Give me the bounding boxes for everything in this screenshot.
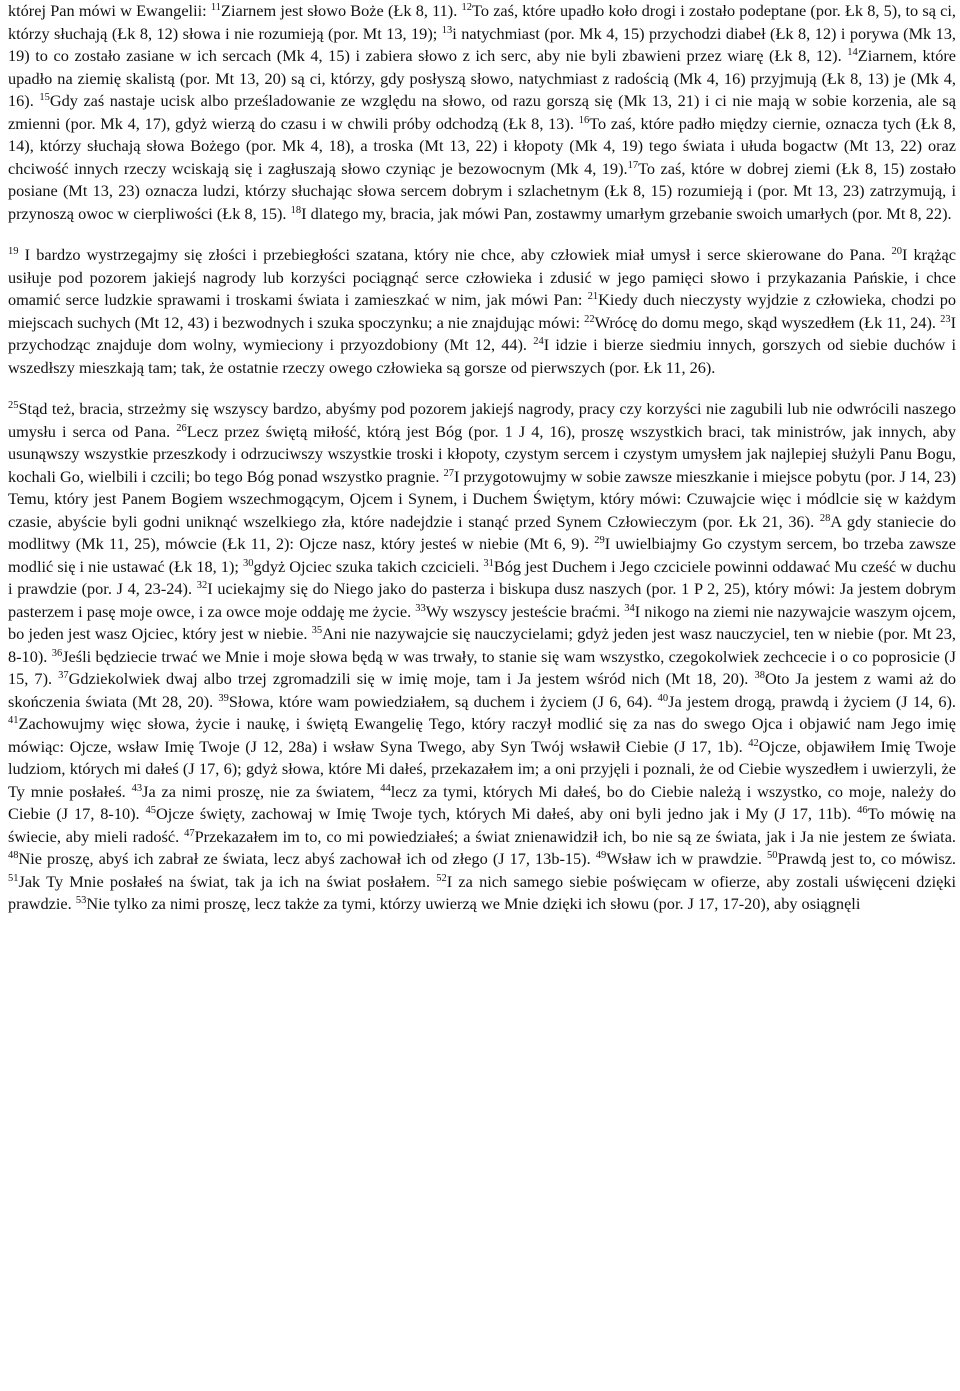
- verse-number: 15: [39, 92, 50, 103]
- verse-text: Przekazałem im to, co mi powiedziałeś; a świat znienawidził ich, bo nie są ze świata, jak i Ja nie jestem ze świata.: [194, 826, 956, 846]
- verse-text: A gdy staniecie do modlitwy (Mk 11, 25), mówcie (Łk 11, 2): Ojcze nasz, który jesteś w niebie (Mt 6, 9).: [8, 511, 956, 553]
- verse-text: Wrócę do domu mego, skąd wyszedłem (Łk 11, 24).: [594, 312, 941, 332]
- verse-text: I uciekajmy się do Niego jako do pasterza i biskupa dusz naszych (por. 1 P 2, 25), który mówi: Ja jestem dobrym pasterzem i pasę moje owce, i za owce moje oddaję me życie.: [8, 579, 956, 621]
- verse-number: 19: [8, 246, 19, 257]
- verse-number: 36: [51, 647, 63, 659]
- verse-number: 24: [533, 336, 544, 347]
- verse-text: Kiedy duch nieczysty wyjdzie z człowieka, chodzi po miejscach suchych (Mt 12, 43) i bezwodnych i szuka spoczynku; a nie znajdując mówi:: [8, 290, 956, 332]
- verse-text: I za nich samego siebie poświęcam w ofierze, aby zostali uświęceni dzięki prawdzie.: [8, 871, 956, 913]
- verse-number: 29: [594, 535, 605, 546]
- paragraph-1: [8, 0, 956, 225]
- document-page: [8, 0, 956, 916]
- verse-text: I nikogo na ziemi nie nazywajcie waszym ojcem, bo jeden jest wasz Ojciec, który jest w niebie.: [8, 601, 956, 643]
- verse-number: 13: [441, 24, 453, 36]
- verse-number: 18: [290, 204, 302, 216]
- verse-text: Słowa, które wam powiedziałem, są duchem i życiem (J 6, 64).: [228, 691, 658, 711]
- verse-number: 45: [145, 805, 156, 816]
- verse-number: 53: [75, 895, 87, 906]
- verse-text: I przygotowujmy w sobie zawsze mieszkanie i miejsce pobytu (por. J 14, 23) Temu, który jest Panem Bogiem wszechmogącym, Ojcem i Synem, i Duchem Świętym, który mówi: Czuwajcie więc i módlcie się w każdym czasie, abyście byli godni uniknąć wszelkiego zła, które nadejdzie i stanąć przed Synem Człowieczym (por. Łk 21, 36).: [8, 466, 957, 531]
- verse-number: 20: [891, 246, 902, 257]
- verse-text: I krążąc usiłuje pod pozorem jakiejś nagrody lub korzyści pociągnąć serce człowieka i zdusić w jego pamięci słowo i przykazania Pańskie, i chce omamić serce ludzkie sprawami i troskami świata i zamieszkać w nim, jak mówi Pan:: [8, 245, 956, 309]
- verse-text: Zachowujmy więc słowa, życie i naukę, i świętą Ewangelię Tego, który raczył modlić się za nas do swego Ojca i objawić nam Jego imię mówiąc: Ojcze, wsław Imię Twoje (J 12, 28a) i wsław Syna Twego, aby Syn Twój wsławił Ciebie (J 17, 1b).: [8, 714, 956, 756]
- verse-number: 28: [819, 512, 831, 524]
- verse-text: Ani nie nazywajcie się nauczycielami; gdyż jeden jest wasz nauczyciel, ten w niebie (por. Mt 23, 8-10).: [8, 624, 956, 666]
- verse-text: Ziarnem, które upadło na ziemię skalistą (por. Mt 13, 20) są ci, którzy, gdy posłyszą słowo, natychmiast z radością (Mk 4, 16) przyjmują (Łk 8, 13) je (Mk 4, 16).: [8, 46, 956, 110]
- verse-number: 37: [58, 670, 69, 681]
- verse-number: 27: [443, 467, 455, 479]
- verse-number: 26: [176, 422, 187, 434]
- verse-number: 31: [483, 557, 494, 569]
- verse-number: 39: [218, 692, 229, 704]
- verse-number: 25: [8, 400, 19, 411]
- verse-text: Stąd też, bracia, strzeżmy się wszyscy bardzo, abyśmy pod pozorem jakiejś nagrody, pracy czy korzyści nie zagubili lub nie odwrócili naszego umysłu i serca od Pana.: [8, 399, 956, 441]
- verse-text: Ziarnem jest słowo Boże (Łk 8, 11).: [221, 1, 462, 20]
- verse-number: 22: [584, 313, 595, 325]
- verse-number: 34: [624, 602, 635, 614]
- verse-number: 32: [196, 580, 208, 591]
- verse-number: 41: [8, 715, 19, 726]
- verse-text: gdyż Ojciec szuka takich czcicieli.: [253, 556, 484, 576]
- verse-number: 33: [415, 602, 426, 614]
- paragraph-3: [8, 398, 956, 916]
- verse-text: Nie tylko za nimi proszę, lecz także za tymi, którzy uwierzą we Mnie dzięki ich słowu (por. J 17, 17-20), aby osiągnęli: [86, 894, 861, 913]
- verse-text: I przychodząc znajduje dom wolny, wymieciony i przyozdobiony (Mt 12, 44).: [8, 312, 956, 354]
- verse-number: 52: [436, 872, 447, 884]
- verse-number: 17: [627, 159, 639, 171]
- verse-text: Oto Ja jestem z wami aż do skończenia świata (Mt 28, 20).: [8, 669, 956, 711]
- verse-text: I bardzo wystrzegajmy się złości i przebiegłości szatana, który nie chce, aby człowiek miał umysł i serce skierowane do Pana.: [18, 245, 892, 264]
- verse-number: 48: [8, 850, 19, 861]
- verse-text: I idzie i bierze siedmiu innych, gorszych od siebie duchów i wszedłszy mieszkają tam; tak, że ostatnie rzeczy owego człowieka są gorsze od pierwszych (por. Łk 11, 26).: [8, 335, 956, 377]
- verse-number: 46: [857, 805, 868, 816]
- verse-text: Lecz przez świętą miłość, którą jest Bóg (por. 1 J 4, 16), proszę wszystkich braci, tak ministrów, jak innych, aby usunąwszy wszystkie przeszkody i odrzuciwszy wszystkie troski i kłopoty, czystym sercem i czystym umysłem jak najlepiej służyli Panu Bogu, kochali Go, wielbili i czcili; bo tego Bóg ponad wszystko pragnie.: [8, 421, 956, 486]
- verse-text: To zaś, które w dobrej ziemi (Łk 8, 15) zostało posiane (Mt 13, 23) oznacza ludzi, którzy słuchając słowa sercem dobrym i szlachetnym (Łk 8, 15) rozumieją i (por. Mt 13, 23) zatrzymują, i przynoszą owoc w cierpliwości (Łk 8, 15).: [8, 158, 957, 223]
- verse-text: i natychmiast (por. Mk 4, 15) przychodzi diabeł (Łk 8, 12) i porywa (Mk 13, 19) to co zostało zasiane w ich sercach (Mk 4, 15) i zabiera słowo z ich serc, aby nie byli zbawieni przez wiarę (Łk 8, 12).: [8, 23, 956, 65]
- verse-text: Ojcze święty, zachowaj w Imię Twoje tych, których Mi dałeś, aby oni byli jedno jak i My (J 17, 11b).: [156, 804, 858, 823]
- verse-text: Ojcze, objawiłem Imię Twoje ludziom, których mi dałeś (J 17, 6); gdyż słowa, które Mi dałeś, przekazałem im; a oni przyjęli i poznali, że od Ciebie wyszedłem i uwierzyli, że Ty mnie posłałeś.: [8, 736, 957, 801]
- verse-text: Wsław ich w prawdzie.: [606, 849, 768, 868]
- verse-text: Nie proszę, abyś ich zabrał ze świata, lecz abyś zachował ich od złego (J 17, 13b-15).: [18, 849, 596, 868]
- verse-text: Prawdą jest to, co mówisz.: [777, 849, 957, 868]
- verse-text: której Pan mówi w Ewangelii:: [8, 1, 211, 20]
- verse-number: 16: [578, 114, 590, 126]
- verse-number: 12: [461, 2, 473, 13]
- verse-text: I uwielbiajmy Go czystym sercem, bo trzeba zawsze modlić się i nie ustawać (Łk 18, 1);: [8, 534, 956, 576]
- verse-number: 14: [847, 47, 858, 58]
- verse-number: 11: [210, 2, 221, 13]
- verse-text: To mówię na świecie, aby mieli radość.: [8, 804, 956, 846]
- verse-number: 21: [587, 291, 599, 302]
- verse-number: 50: [767, 850, 778, 861]
- verse-text: Bóg jest Duchem i Jego czciciele powinni oddawać Mu cześć w duchu i prawdzie (por. J 4, 23-24).: [8, 556, 956, 598]
- verse-text: To zaś, które padło między ciernie, oznacza tych (Łk 8, 14), którzy słuchają słowa Bożego (por. Mk 4, 18), a troska (Mt 13, 22) i kłopoty (Mk 4, 19) tego świata i ułuda bogactw (Mt 13, 22) oraz chciwość innych rzeczy wciskają się i zagłuszają słowo czyniąc je bezowocnym (Mk 4, 19).: [8, 113, 956, 178]
- verse-number: 35: [311, 625, 323, 636]
- verse-text: Wy wszyscy jesteście braćmi.: [425, 601, 625, 621]
- verse-number: 51: [8, 872, 19, 884]
- verse-number: 43: [131, 782, 143, 794]
- verse-text: Ja za nimi proszę, nie za światem,: [142, 781, 381, 801]
- verse-text: Gdziekolwiek dwaj albo trzej zgromadzili się w imię moje, tam i Ja jestem wśród nich (Mt 18, 20).: [68, 669, 755, 688]
- verse-number: 44: [380, 782, 391, 794]
- verse-text: To zaś, które upadło koło drogi i zostało podeptane (por. Łk 8, 5), to są ci, którzy słuchają (Łk 8, 12) słowa i nie rozumieją (por. Mt 13, 19);: [8, 1, 957, 43]
- verse-number: 30: [243, 557, 254, 569]
- verse-text: Ja jestem drogą, prawdą i życiem (J 14, 6).: [668, 691, 956, 711]
- verse-number: 42: [748, 737, 759, 749]
- verse-number: 47: [184, 827, 195, 839]
- verse-text: Jak Ty Mnie posłałeś na świat, tak ja ich na świat posłałem.: [18, 871, 437, 891]
- verse-text: I dlatego my, bracia, jak mówi Pan, zostawmy umarłym grzebanie swoich umarłych (por. Mt 8, 22).: [301, 203, 952, 223]
- verse-text: Jeśli będziecie trwać we Mnie i moje słowa będą w was trwały, to stanie się wam wszystko, czegokolwiek zechcecie i o co poprosicie (J 15, 7).: [8, 646, 957, 688]
- verse-number: 49: [595, 850, 607, 861]
- verse-number: 23: [940, 313, 951, 325]
- verse-number: 40: [657, 692, 669, 704]
- verse-number: 38: [754, 670, 765, 681]
- verse-text: lecz za tymi, których Mi dałeś, bo do Ciebie należą i wszystko, co moje, należy do Ciebie (J 17, 8-10).: [8, 781, 956, 823]
- verse-text: Gdy zaś nastaje ucisk albo prześladowanie ze względu na słowo, od razu gorszą się (Mk 13, 21) i ci nie mają w sobie korzenia, ale są zmienni (por. Mk 4, 17), gdyż wierzą do czasu i w chwili próby odchodzą (Łk 8, 13).: [8, 91, 956, 133]
- paragraph-2: [8, 244, 956, 379]
